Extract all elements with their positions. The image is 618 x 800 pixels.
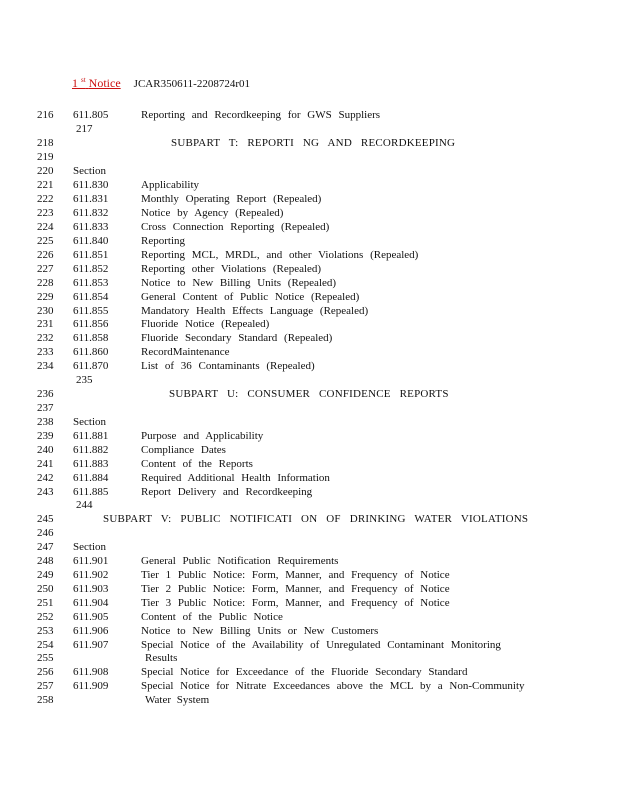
section-title: Notice by Agency (Repealed) xyxy=(141,207,284,219)
section-title: List of 36 Contaminants (Repealed) xyxy=(141,360,315,372)
line-number: 228 xyxy=(37,277,54,289)
section-title: Fluoride Secondary Standard (Repealed) xyxy=(141,332,333,344)
section-number: 611.858 xyxy=(73,332,109,344)
line-number: 216 xyxy=(37,109,54,121)
line-number: 218 xyxy=(37,137,54,149)
line-number: 247 xyxy=(37,541,54,553)
section-title: RecordMaintenance xyxy=(141,346,230,358)
line-number: 234 xyxy=(37,360,54,372)
section-label: Section xyxy=(73,165,106,177)
line-number: 243 xyxy=(37,486,54,498)
section-title: Purpose and Applicability xyxy=(141,430,264,442)
line-number: 240 xyxy=(37,444,54,456)
line-number: 245 xyxy=(37,513,54,525)
line-number: 219 xyxy=(37,151,54,163)
notice-superscript: st xyxy=(81,76,86,84)
section-title-continuation: Water System xyxy=(145,694,210,706)
section-title: Report Delivery and Recordkeeping xyxy=(141,486,313,498)
section-title: Tier 2 Public Notice: Form, Manner, and Frequency of Notice xyxy=(141,583,450,595)
section-title: Reporting and Recordkeeping for GWS Suppliers xyxy=(141,109,381,121)
line-number: 226 xyxy=(37,249,54,261)
line-number: 249 xyxy=(37,569,54,581)
section-title: Reporting other Violations (Repealed) xyxy=(141,263,322,275)
line-number: 222 xyxy=(37,193,54,205)
line-number: 230 xyxy=(37,305,54,317)
line-number: 220 xyxy=(37,165,54,177)
line-number: 242 xyxy=(37,472,54,484)
section-number: 611.830 xyxy=(73,179,109,191)
section-number: 611.901 xyxy=(73,555,109,567)
document-code: JCAR350611-2208724r01 xyxy=(133,78,250,90)
line-number: 235 xyxy=(76,374,93,386)
section-number: 611.832 xyxy=(73,207,109,219)
section-title: Cross Connection Reporting (Repealed) xyxy=(141,221,330,233)
section-title: Special Notice for Nitrate Exceedances above the MCL by a Non-Community xyxy=(141,680,525,692)
section-number: 611.881 xyxy=(73,430,109,442)
page-header xyxy=(72,76,250,92)
section-number: 611.907 xyxy=(73,639,109,651)
section-number: 611.885 xyxy=(73,486,109,498)
line-number: 250 xyxy=(37,583,54,595)
line-number: 239 xyxy=(37,430,54,442)
section-title: Monthly Operating Report (Repealed) xyxy=(141,193,322,205)
section-number: 611.908 xyxy=(73,666,109,678)
line-number: 227 xyxy=(37,263,54,275)
section-title: Tier 3 Public Notice: Form, Manner, and Frequency of Notice xyxy=(141,597,450,609)
section-number: 611.833 xyxy=(73,221,109,233)
section-number: 611.860 xyxy=(73,346,109,358)
subpart-heading: SUBPART T: REPORTI NG AND RECORDKEEPING xyxy=(171,137,456,149)
section-number: 611.909 xyxy=(73,680,109,692)
line-number: 255 xyxy=(37,652,54,664)
section-number: 611.851 xyxy=(73,249,109,261)
section-number: 611.854 xyxy=(73,291,109,303)
notice-word: Notice xyxy=(88,76,121,90)
line-number: 237 xyxy=(37,402,54,414)
section-number: 611.882 xyxy=(73,444,109,456)
notice-number: 1 xyxy=(72,76,78,90)
section-number: 611.902 xyxy=(73,569,109,581)
line-number: 217 xyxy=(76,123,93,135)
subpart-heading: SUBPART V: PUBLIC NOTIFICATI ON OF DRINKING WATER VIOLATIONS xyxy=(103,513,529,525)
section-number: 611.870 xyxy=(73,360,109,372)
line-number: 221 xyxy=(37,179,54,191)
section-number: 611.831 xyxy=(73,193,109,205)
section-number: 611.883 xyxy=(73,458,109,470)
line-number: 224 xyxy=(37,221,54,233)
line-number: 254 xyxy=(37,639,54,651)
line-number: 256 xyxy=(37,666,54,678)
section-title: Content of the Reports xyxy=(141,458,253,470)
line-number: 238 xyxy=(37,416,54,428)
section-label: Section xyxy=(73,541,106,553)
line-number: 241 xyxy=(37,458,54,470)
section-title: Applicability xyxy=(141,179,200,191)
line-number: 251 xyxy=(37,597,54,609)
section-number: 611.853 xyxy=(73,277,109,289)
section-title: Content of the Public Notice xyxy=(141,611,283,623)
section-title: Notice to New Billing Units or New Customers xyxy=(141,625,379,637)
section-label: Section xyxy=(73,416,106,428)
line-number: 223 xyxy=(37,207,54,219)
line-number: 248 xyxy=(37,555,54,567)
section-title: Special Notice of the Availability of Unregulated Contaminant Monitoring xyxy=(141,639,501,651)
section-title: Required Additional Health Information xyxy=(141,472,330,484)
section-title: Compliance Dates xyxy=(141,444,226,456)
section-title: Fluoride Notice (Repealed) xyxy=(141,318,270,330)
section-number: 611.805 xyxy=(73,109,109,121)
section-title: Notice to New Billing Units (Repealed) xyxy=(141,277,337,289)
section-title: Reporting MCL, MRDL, and other Violations (Repealed) xyxy=(141,249,419,261)
line-number: 246 xyxy=(37,527,54,539)
section-title: Mandatory Health Effects Language (Repealed) xyxy=(141,305,369,317)
section-title: Reporting xyxy=(141,235,185,247)
section-title: Tier 1 Public Notice: Form, Manner, and Frequency of Notice xyxy=(141,569,450,581)
line-number: 244 xyxy=(76,499,93,511)
section-title-continuation: Results xyxy=(145,652,178,664)
section-number: 611.840 xyxy=(73,235,109,247)
line-number: 232 xyxy=(37,332,54,344)
line-number: 257 xyxy=(37,680,54,692)
line-number: 231 xyxy=(37,318,54,330)
line-number: 225 xyxy=(37,235,54,247)
section-number: 611.904 xyxy=(73,597,109,609)
section-title: General Content of Public Notice (Repealed) xyxy=(141,291,360,303)
line-number: 258 xyxy=(37,694,54,706)
section-number: 611.855 xyxy=(73,305,109,317)
section-number: 611.856 xyxy=(73,318,109,330)
notice-label xyxy=(72,76,131,90)
line-number: 233 xyxy=(37,346,54,358)
section-title: Special Notice for Exceedance of the Fluoride Secondary Standard xyxy=(141,666,468,678)
section-number: 611.906 xyxy=(73,625,109,637)
line-number: 229 xyxy=(37,291,54,303)
line-number: 253 xyxy=(37,625,54,637)
line-number: 236 xyxy=(37,388,54,400)
section-number: 611.852 xyxy=(73,263,109,275)
subpart-heading: SUBPART U: CONSUMER CONFIDENCE REPORTS xyxy=(169,388,449,400)
section-number: 611.905 xyxy=(73,611,109,623)
section-title: General Public Notification Requirements xyxy=(141,555,339,567)
section-number: 611.903 xyxy=(73,583,109,595)
line-number: 252 xyxy=(37,611,54,623)
section-number: 611.884 xyxy=(73,472,109,484)
